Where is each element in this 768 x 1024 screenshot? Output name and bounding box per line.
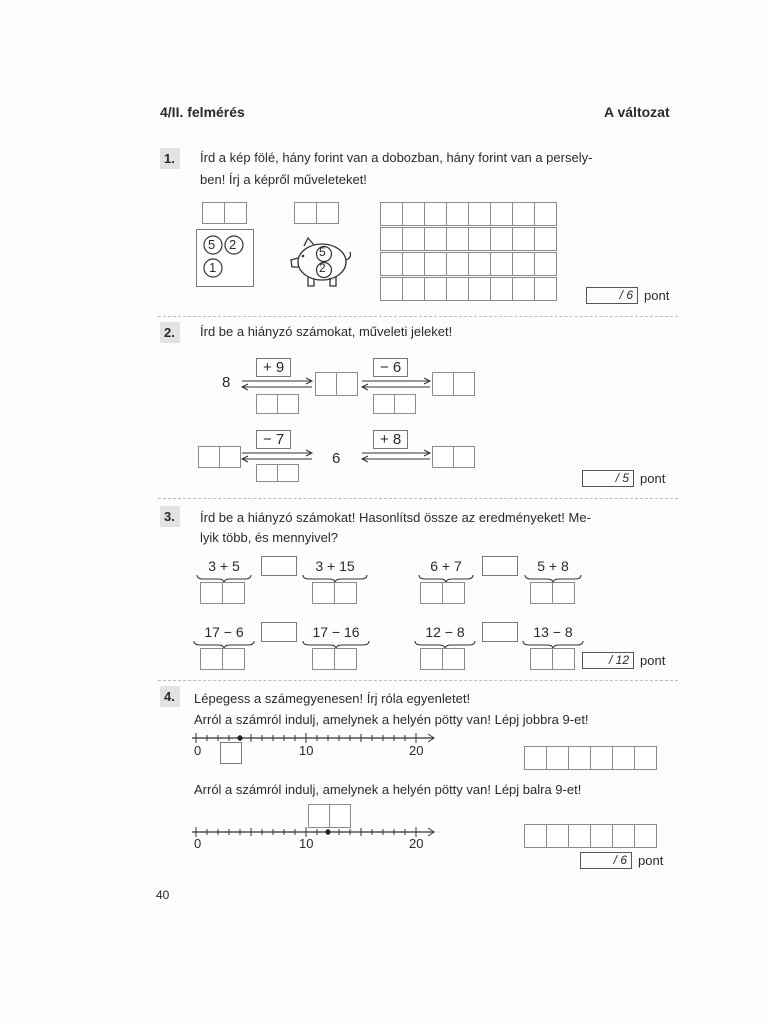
number-line-2 [190, 824, 440, 842]
equation-2-cells[interactable] [524, 824, 656, 848]
start-dot [325, 829, 330, 834]
row2-result-cells[interactable] [432, 446, 474, 468]
task-4-instruction-1: Arról a számról indulj, amelynek a helyén pötty van! Lépj jobbra 9-et! [194, 712, 589, 727]
axis2-label-10: 10 [299, 836, 314, 851]
piggy-bank [286, 234, 356, 294]
task-2-score [582, 470, 665, 487]
task-4-score-box[interactable]: / 6 [580, 852, 632, 869]
task-3-score [582, 652, 665, 669]
pair2-right-expr: 5 + 8 [537, 558, 569, 574]
row1-inverse-op1-cells[interactable] [256, 394, 298, 414]
task-2-number: 2. [160, 322, 180, 343]
box-amount-cells[interactable] [202, 202, 246, 224]
piggy-amount-cells[interactable] [294, 202, 338, 224]
piggy-coin-5: 5 [319, 245, 326, 259]
pair2-left-result[interactable] [420, 582, 464, 604]
operations-grid[interactable] [380, 202, 556, 298]
row2-op1: − 7 [256, 430, 291, 449]
coin-1: 1 [209, 260, 217, 275]
axis2-label-20: 20 [409, 836, 424, 851]
task-3-number: 3. [160, 506, 180, 527]
axis1-label-20: 20 [409, 743, 424, 758]
pair2-right-result[interactable] [530, 582, 574, 604]
pair3-right-result[interactable] [312, 648, 356, 670]
row1-start-number: 8 [222, 374, 231, 391]
pair1-right-expr: 3 + 15 [315, 558, 355, 574]
row1-op1: + 9 [256, 358, 291, 377]
row1-middle-cells[interactable] [315, 372, 357, 396]
task-4-score [580, 852, 663, 869]
pair4-left-result[interactable] [420, 648, 464, 670]
row1-arrow-2 [360, 377, 432, 391]
row2-arrow-1 [240, 449, 314, 463]
start-dot [237, 735, 242, 740]
task-1-score [586, 287, 669, 304]
row1-inverse-op2-cells[interactable] [373, 394, 415, 414]
task-1-text-1: Írd a kép fölé, hány forint van a dobozban, hány forint van a persely- [200, 150, 593, 165]
row2-start-cells[interactable] [198, 446, 240, 468]
task-4-score-unit: pont [638, 853, 664, 868]
worksheet-title: 4/II. felmérés [160, 104, 245, 120]
pair3-right-expr: 17 − 16 [312, 624, 360, 640]
pair1-left-expr: 3 + 5 [208, 558, 240, 574]
axis2-label-0: 0 [194, 836, 202, 851]
coins-icon [197, 230, 253, 286]
task-3-text-2: lyik több, és mennyivel? [200, 530, 339, 545]
row2-op2: + 8 [373, 430, 408, 449]
row2-inverse-op1-cells[interactable] [256, 464, 298, 482]
task-1-score-box[interactable]: / 6 [586, 287, 638, 304]
axis1-label-10: 10 [299, 743, 314, 758]
task-3-score-unit: pont [640, 653, 666, 668]
pair4-right-result[interactable] [530, 648, 574, 670]
separator [158, 680, 678, 681]
variant-label: A változat [604, 104, 670, 120]
task-2-score-unit: pont [640, 471, 666, 486]
coin-box [196, 229, 254, 287]
row1-arrow-1 [240, 377, 314, 391]
separator [158, 316, 678, 317]
task-1-text-2: ben! Írj a képről műveleteket! [200, 172, 367, 187]
task-1-score-unit: pont [644, 288, 670, 303]
separator [158, 498, 678, 499]
pair2-compare-box[interactable] [482, 556, 518, 576]
task-2-text: Írd be a hiányzó számokat, műveleti jeleket! [200, 324, 453, 339]
axis1-label-0: 0 [194, 743, 202, 758]
row2-middle-number: 6 [332, 450, 341, 467]
pair4-right-expr: 13 − 8 [533, 624, 573, 640]
number-line-1-answer-box[interactable] [220, 742, 242, 764]
task-2-score-box[interactable]: / 5 [582, 470, 634, 487]
coin-5: 5 [208, 237, 216, 252]
row1-op2: − 6 [373, 358, 408, 377]
row1-result-cells[interactable] [432, 372, 474, 396]
equation-1-cells[interactable] [524, 746, 656, 770]
task-4-number: 4. [160, 686, 180, 707]
row2-arrow-2 [360, 449, 432, 463]
pair3-left-result[interactable] [200, 648, 244, 670]
task-4-instruction-2: Arról a számról indulj, amelynek a helyén pötty van! Lépj balra 9-et! [194, 782, 582, 797]
pair4-compare-box[interactable] [482, 622, 518, 642]
task-1-number: 1. [160, 148, 180, 169]
coin-2: 2 [229, 237, 237, 252]
pair1-compare-box[interactable] [261, 556, 297, 576]
pair2-left-expr: 6 + 7 [430, 558, 462, 574]
task-4-text: Lépegess a számegyenesen! Írj róla egyenletet! [194, 691, 471, 706]
pair3-left-expr: 17 − 6 [204, 624, 244, 640]
piggy-coin-2: 2 [319, 261, 326, 275]
task-3-text-1: Írd be a hiányzó számokat! Hasonlítsd össze az eredményeket! Me- [200, 510, 591, 525]
task-3-score-box[interactable]: / 12 [582, 652, 634, 669]
pair1-right-result[interactable] [312, 582, 356, 604]
pair4-left-expr: 12 − 8 [425, 624, 465, 640]
pair3-compare-box[interactable] [261, 622, 297, 642]
pair1-left-result[interactable] [200, 582, 244, 604]
page-number: 40 [156, 888, 170, 902]
